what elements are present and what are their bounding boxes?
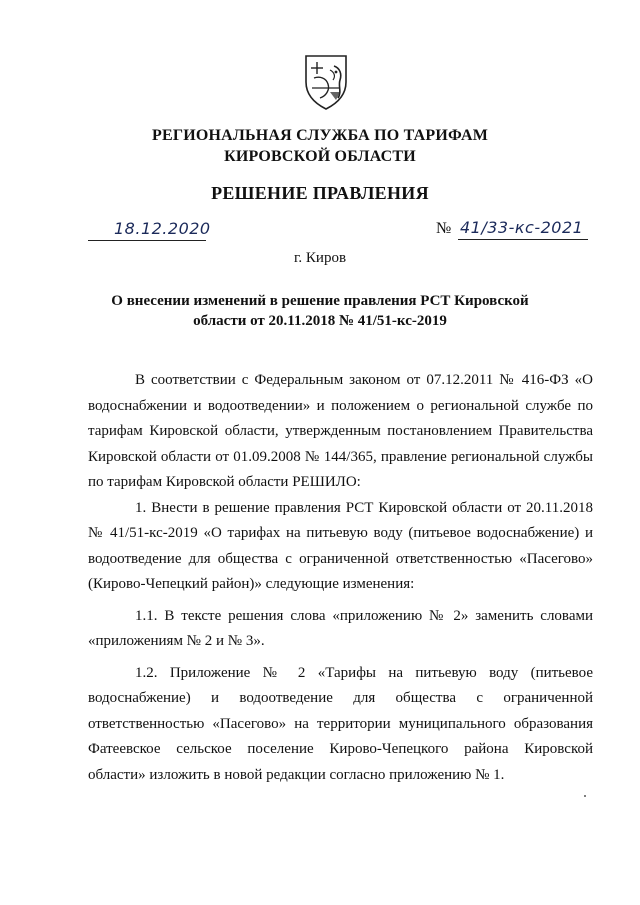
document-type-title: РЕШЕНИЕ ПРАВЛЕНИЯ (211, 183, 429, 203)
preamble-paragraph: В соответствии с Федеральным законом от 07.12.2011 № 416-ФЗ «О водоснабжении и водоотведении» и положением о региональной службе по тарифам Кировской области, утвержденным постановлением Правительства Кировской области от 01.09.2008 № 144/365, правление региональной службы по тарифам Кировской области РЕШИЛО: (88, 372, 593, 490)
number-underline (458, 218, 588, 240)
subject-line-1: О внесении изменений в решение правления РСТ Кировской (111, 293, 529, 309)
document-number-field (436, 218, 591, 240)
handwritten-date: 18.12.2020 (114, 219, 211, 238)
scan-speck (584, 795, 586, 797)
decision-subject (0, 291, 640, 331)
coat-of-arms-icon (300, 52, 352, 112)
handwritten-number: 41/33-кс-2021 (460, 218, 584, 237)
item-1-1-paragraph: 1.1. В тексте решения слова «приложению № 2» заменить словами «приложениям № 2 и № 3». (88, 607, 593, 649)
city-line: г. Киров (293, 250, 347, 266)
date-field (88, 218, 211, 241)
subject-line-2: области от 20.11.2018 № 41/51-кс-2019 (193, 313, 447, 329)
org-name-line-2: КИРОВСКОЙ ОБЛАСТИ (224, 148, 416, 165)
decision-body (88, 368, 593, 788)
org-name-line-1: РЕГИОНАЛЬНАЯ СЛУЖБА ПО ТАРИФАМ (151, 127, 489, 144)
number-sign: № (436, 220, 452, 237)
item-1-paragraph: 1. Внести в решение правления РСТ Кировской области от 20.11.2018 № 41/51-кс-2019 «О тарифах на питьевую воду (питьевое водоснабжение) и водоотведение для общества с ограниченной ответственностью «Пасегово» (Кирово-Чепецкий район)» следующие изменения: (88, 499, 593, 592)
item-1-2-paragraph: 1.2. Приложение № 2 «Тарифы на питьевую воду (питьевое водоснабжение) и водоотведение для общества с ограниченной ответственностью «Пасегово» на территории муниципального образования Фатеевское сельское поселение Кирово-Чепецкого района Кировской области» изложить в новой редакции согласно приложению № 1. (88, 664, 593, 783)
